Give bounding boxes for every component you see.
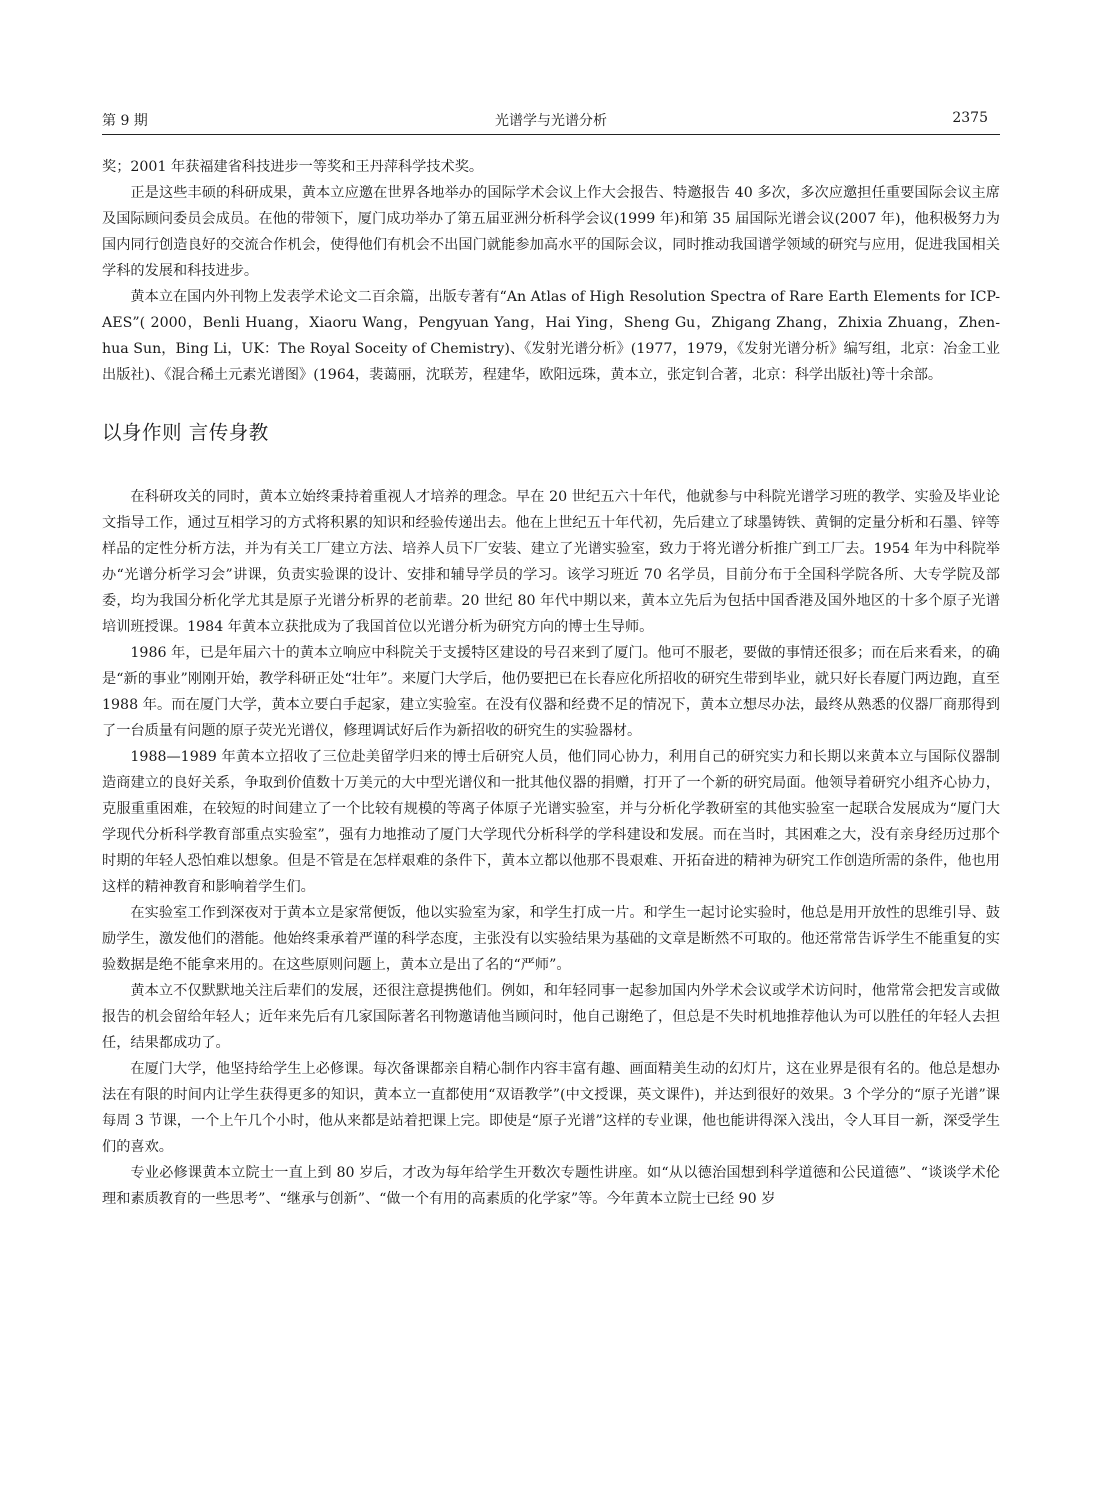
paragraph: 在科研攻关的同时，黄本立始终秉持着重视人才培养的理念。早在 20 世纪五六十年代，他就参与中科院光谱学习班的教学、实验及毕业论文指导工作，通过互相学习的方式将积累的知识和经验传递出去。他在上世纪五十年代初，先后建立了球墨铸铁、黄铜的定量分析和石墨、锌等样品的定性分析方法，并为有关工厂建立方法、培养人员下厂安装、建立了光谱实验室，致力于将光谱分析推广到工厂去。1954 年为中科院举办“光谱分析学习会”讲课，负责实验课的设计、安排和辅导学员的学习。该学习班近 70 名学员，目前分布于全国科学院各所、大专学院及部委，均为我国分析化学尤其是原子光谱分析界的老前辈。20 世纪 80 年代中期以来，黄本立先后为包括中国香港及国外地区的十多个原子光谱培训班授课。1984 年黄本立获批成为了我国首位以光谱分析为研究方向的博士生导师。 — [102, 489, 1000, 635]
journal-title: 光谱学与光谱分析 — [495, 113, 607, 129]
paragraph: 在厦门大学，他坚持给学生上必修课。每次备课都亲自精心制作内容丰富有趣、画面精美生动的幻灯片，这在业界是很有名的。他总是想办法在有限的时间内让学生获得更多的知识，黄本立一直都使用“双语教学”(中文授课，英文课件)，并达到很好的效果。3 个学分的“原子光谱”课每周 3 节课，一个上午几个小时，他从来都是站着把课上完。即使是“原子光谱”这样的专业课，他也能讲得深入浅出，令人耳目一新，深受学生们的喜欢。 — [102, 1061, 1000, 1155]
paragraph: 正是这些丰硕的科研成果，黄本立应邀在世界各地举办的国际学术会议上作大会报告、特邀报告 40 多次，多次应邀担任重要国际会议主席及国际顾问委员会成员。在他的带领下，厦门成功举办了第五届亚洲分析科学会议(1999 年)和第 35 届国际光谱会议(2007 年)，他积极努力为国内同行创造良好的交流合作机会，使得他们有机会不出国门就能参加高水平的国际会议，同时推动我国谱学领域的研究与应用，促进我国相关学科的发展和科技进步。 — [102, 185, 1000, 279]
section-heading: 以身作则 言传身教 — [102, 421, 269, 444]
paragraph-continued: 奖；2001 年获福建省科技进步一等奖和王丹萍科学技术奖。 — [102, 159, 484, 175]
paragraph: 黄本立在国内外刊物上发表学术论文二百余篇，出版专著有“An Atlas of High Resolution Spectra of Rare Earth Elements for ICP-AES”( 2000，Benli Huang，Xiaoru Wang，Pengyuan Yang，Hai Ying，Sheng Gu，Zhigang Zhang，Zhixia Zhuang，Zhen-hua Sun，Bing Li，UK：The Royal Soceity of Chemistry)、《发射光谱分析》(1977，1979，《发射光谱分析》编写组，北京：冶金工业出版社)、《混合稀土元素光谱图》(1964，裴蔼丽，沈联芳，程建华，欧阳远珠，黄本立，张定钊合著，北京：科学出版社)等十余部。 — [102, 289, 1000, 383]
paragraph: 在实验室工作到深夜对于黄本立是家常便饭，他以实验室为家，和学生打成一片。和学生一起讨论实验时，他总是用开放性的思维引导、鼓励学生，激发他们的潜能。他始终秉承着严谨的科学态度，主张没有以实验结果为基础的文章是断然不可取的。他还常常告诉学生不能重复的实验数据是绝不能拿来用的。在这些原则问题上，黄本立是出了名的“严师”。 — [102, 905, 1000, 973]
paragraph: 黄本立不仅默默地关注后辈们的发展，还很注意提携他们。例如，和年轻同事一起参加国内外学术会议或学术访问时，他常常会把发言或做报告的机会留给年轻人；近年来先后有几家国际著名刊物邀请他当顾问时，他自己谢绝了，但总是不失时机地推荐他认为可以胜任的年轻人去担任，结果都成功了。 — [102, 983, 1000, 1051]
paragraph: 1986 年，已是年届六十的黄本立响应中科院关于支援特区建设的号召来到了厦门。他可不服老，要做的事情还很多；而在后来看来，的确是“新的事业”刚刚开始，教学科研正处“壮年”。来厦门大学后，他仍要把已在长春应化所招收的研究生带到毕业，就只好长春厦门两边跑，直至 1988 年。而在厦门大学，黄本立要白手起家，建立实验室。在没有仪器和经费不足的情况下，黄本立想尽办法，最终从熟悉的仪器厂商那得到了一台质量有问题的原子荧光光谱仪，修理调试好后作为新招收的研究生的实验器材。 — [102, 645, 1000, 739]
paragraph: 专业必修课黄本立院士一直上到 80 岁后，才改为每年给学生开数次专题性讲座。如“从以德治国想到科学道德和公民道德”、“谈谈学术伦理和素质教育的一些思考”、“继承与创新”、“做一个有用的高素质的化学家”等。今年黄本立院士已经 90 岁 — [102, 1165, 1000, 1207]
page-number: 2375 — [952, 110, 988, 126]
running-header — [102, 106, 1000, 135]
article-body — [102, 154, 1000, 1212]
paragraph: 1988—1989 年黄本立招收了三位赴美留学归来的博士后研究人员，他们同心协力，利用自己的研究实力和长期以来黄本立与国际仪器制造商建立的良好关系，争取到价值数十万美元的大中型光谱仪和一批其他仪器的捐赠，打开了一个新的研究局面。他领导着研究小组齐心协力，克服重重困难，在较短的时间建立了一个比较有规模的等离子体原子光谱实验室，并与分析化学教研室的其他实验室一起联合发展成为“厦门大学现代分析科学教育部重点实验室”，强有力地推动了厦门大学现代分析科学的学科建设和发展。而在当时，其困难之大，没有亲身经历过那个时期的年轻人恐怕难以想象。但是不管是在怎样艰难的条件下，黄本立都以他那不畏艰难、开拓奋进的精神为研究工作创造所需的条件，他也用这样的精神教育和影响着学生们。 — [102, 749, 1000, 895]
issue-number: 第 9 期 — [102, 113, 148, 129]
